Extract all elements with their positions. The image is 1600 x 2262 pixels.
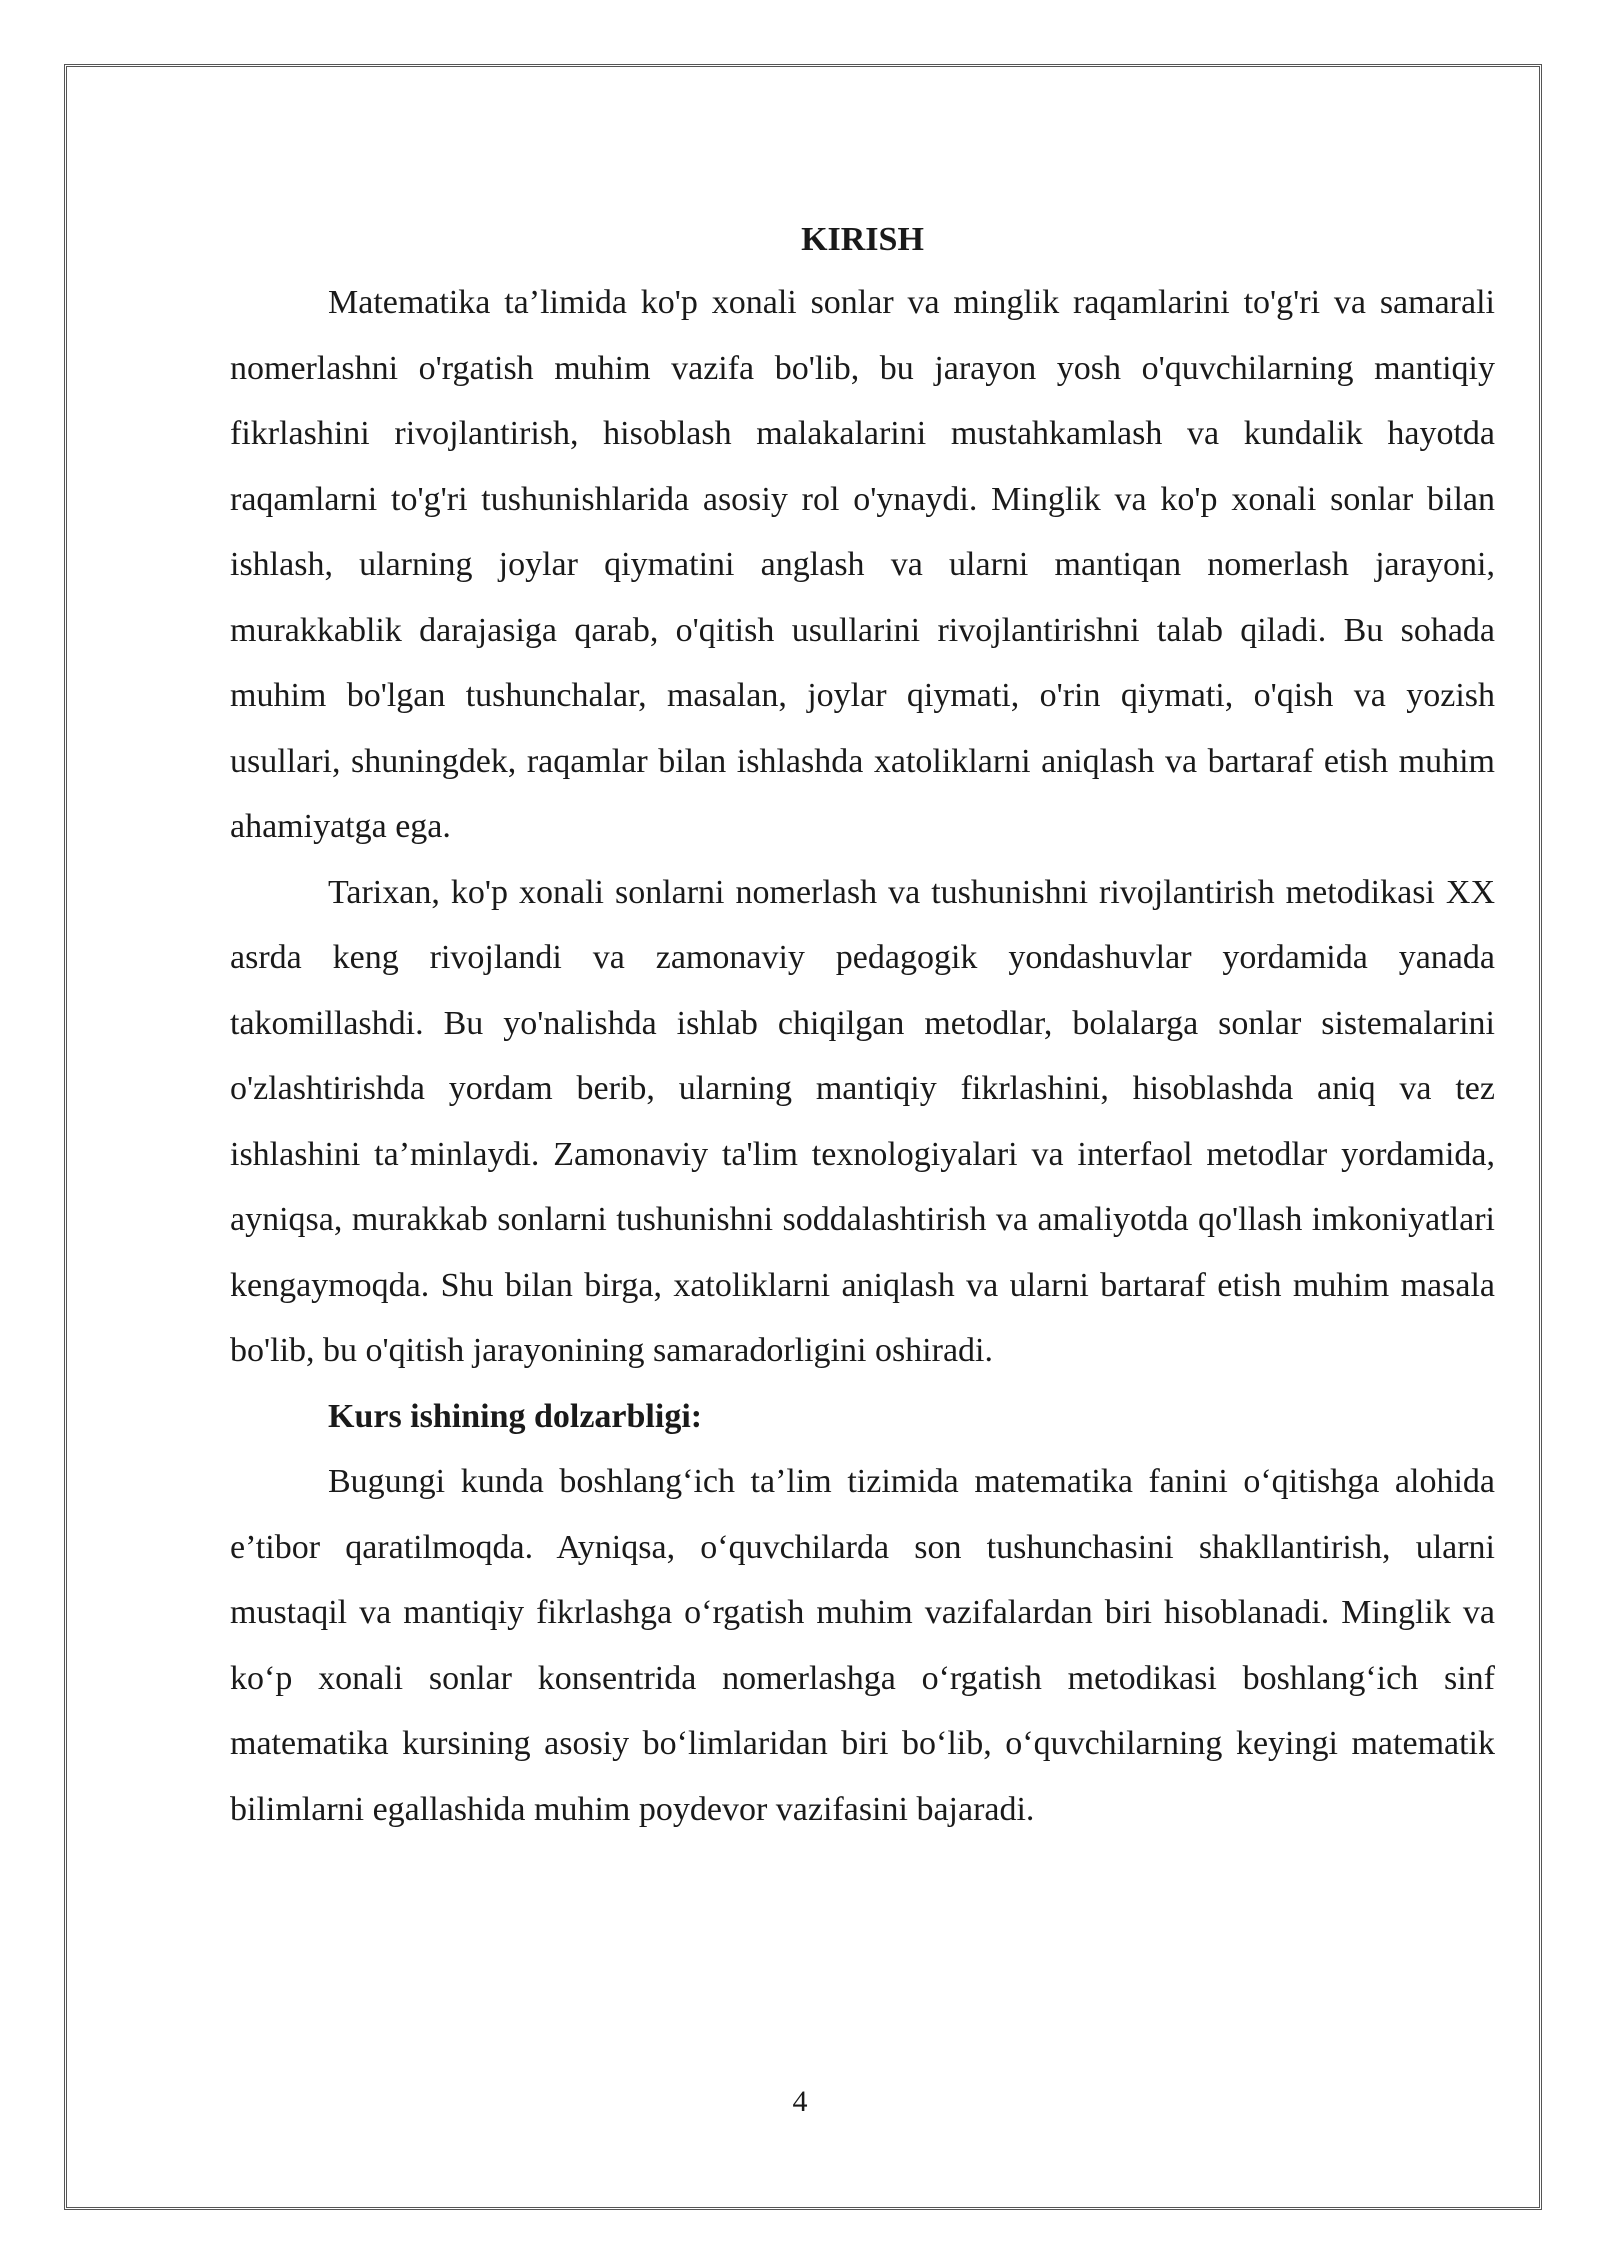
- intro-paragraph-1: Matematika ta’limida ko'p xonali sonlar va minglik raqamlarini to'g'ri va samarali nomerlashni o'rgatish muhim vazifa bo'lib, bu jarayon yosh o'quvchilarning mantiqiy fikrlashini rivojlantirish, hisoblash malakalarini mustahkamlash va kundalik hayotda raqamlarni to'g'ri tushunishlarida asosiy rol o'ynaydi. Minglik va ko'p xonali sonlar bilan ishlash, ularning joylar qiymatini anglash va ularni mantiqan nomerlash jarayoni, murakkablik darajasiga qarab, o'qitish usullarini rivojlantirishni talab qiladi. Bu sohada muhim bo'lgan tushunchalar, masalan, joylar qiymati, o'rin qiymati, o'qish va yozish usullari, shuningdek, raqamlar bilan ishlashda xatoliklarni aniqlash va bartaraf etish muhim ahamiyatga ega.: [230, 284, 1495, 845]
- page-number: 4: [792, 2085, 808, 2118]
- intro-paragraph-2: Tarixan, ko'p xonali sonlarni nomerlash va tushunishni rivojlantirish metodikasi XX asrda keng rivojlandi va zamonaviy pedagogik yondashuvlar yordamida yanada takomillashdi. Bu yo'nalishda ishlab chiqilgan metodlar, bolalarga sonlar sistemalarini o'zlashtirishda yordam berib, ularning mantiqiy fikrlashini, hisoblashda aniq va tez ishlashini ta’minlaydi. Zamonaviy ta'lim texnologiyalari va interfaol metodlar yordamida, ayniqsa, murakkab sonlarni tushunishni soddalashtirish va amaliyotda qo'llash imkoniyatlari kengaymoqda. Shu bilan birga, xatoliklarni aniqlash va ularni bartaraf etish muhim masala bo'lib, bu o'qitish jarayonining samaradorligini oshiradi.: [230, 873, 1495, 1369]
- document-body: [230, 210, 1495, 1842]
- section-heading: KIRISH: [801, 221, 924, 258]
- relevance-paragraph: Bugungi kunda boshlang‘ich ta’lim tizimida matematika fanini o‘qitishga alohida e’tibor qaratilmoqda. Ayniqsa, o‘quvchilarda son tushunchasini shakllantirish, ularni mustaqil va mantiqiy fikrlashga o‘rgatish muhim vazifalardan biri hisoblanadi. Minglik va ko‘p xonali sonlar konsentrida nomerlashga o‘rgatish metodikasi boshlang‘ich sinf matematika kursining asosiy bo‘limlaridan biri bo‘lib, o‘quvchilarning keyingi matematik bilimlarni egallashida muhim poydevor vazifasini bajaradi.: [230, 1463, 1495, 1828]
- subsection-heading: Kurs ishining dolzarbligi:: [328, 1397, 703, 1435]
